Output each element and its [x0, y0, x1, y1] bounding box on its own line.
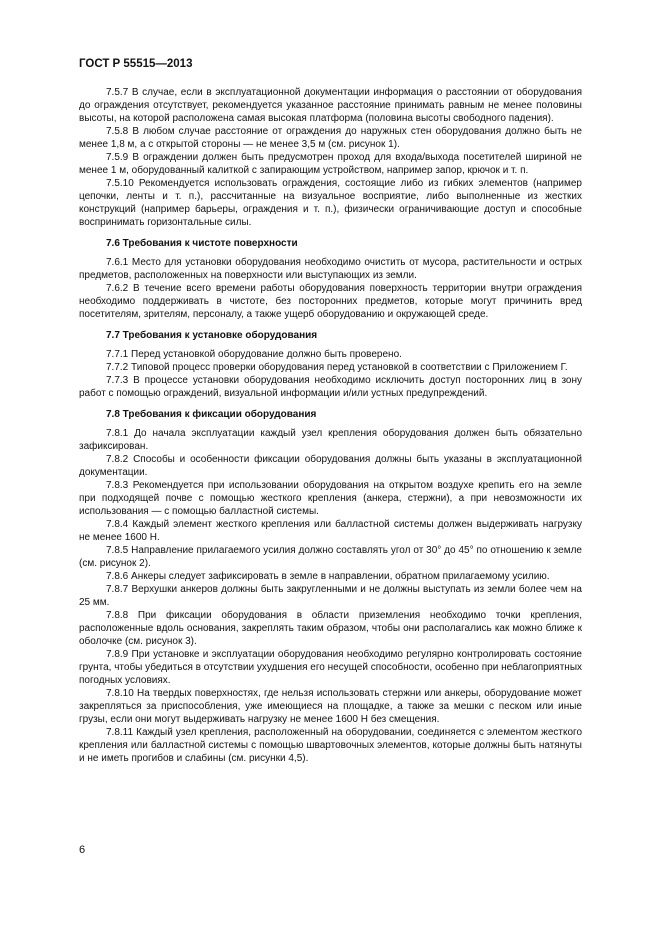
paragraph-7-5-9: 7.5.9 В ограждении должен быть предусмотрен проход для входа/выхода посетителей шириной не менее 1 м, оборудованный калиткой с запирающим устройством, например запор, крючок и т. п.: [79, 152, 582, 176]
paragraph-7-7-1: 7.7.1 Перед установкой оборудование должно быть проверено.: [106, 349, 402, 360]
paragraph-7-5-10: 7.5.10 Рекомендуется использовать ограждения, состоящие либо из гибких элементов (например цепочки, ленты и т. п.), рассчитанные на визуальное восприятие, либо выполненные из жестких конструкций (например барьеры, ограждения и т. п.), физически ограничивающие доступ и способные воспринимать горизонтальные силы.: [79, 178, 582, 228]
paragraph-7-5-8: 7.5.8 В любом случае расстояние от ограждения до наружных стен оборудования должно быть не менее 1,8 м, а с открытой стороны — не менее 3,5 м (см. рисунок 1).: [79, 126, 582, 150]
paragraph-7-5-7: 7.5.7 В случае, если в эксплуатационной документации информация о расстоянии от оборудования до ограждения отсутствует, рекомендуется указанное расстояние принимать равным не менее половины высоты, на которой расположена самая высокая платформа (половина высоты свободного падения).: [79, 87, 582, 124]
paragraph-7-7-2: 7.7.2 Типовой процесс проверки оборудования перед установкой в соответствии с Приложением Г.: [106, 362, 568, 373]
section-heading-7-7: 7.7 Требования к установке оборудования: [106, 330, 318, 341]
paragraph-7-6-2: 7.6.2 В течение всего времени работы оборудования поверхность территории внутри ограждения необходимо поддерживать в чистоте, без посторонних предметов, которые могут причинить вред посетителям, зрителям, персоналу, а также ущерб оборудованию и окружающей среде.: [79, 283, 582, 320]
section-heading-7-6: 7.6 Требования к чистоте поверхности: [106, 238, 298, 249]
paragraph-7-7-3: 7.7.3 В процессе установки оборудования необходимо исключить доступ посторонних лиц в зону работ с помощью ограждений, визуальной информации и/или устных предупреждений.: [79, 375, 582, 399]
paragraph-7-8-11: 7.8.11 Каждый узел крепления, расположенный на оборудовании, соединяется с элементом жесткого крепления или балластной системы с помощью швартовочных элементов, которые должны быть натянуты и не иметь прогибов и слабины (см. рисунки 4,5).: [79, 727, 582, 764]
paragraph-7-8-10: 7.8.10 На твердых поверхностях, где нельзя использовать стержни или анкеры, оборудование может закрепляться за приспособления, уже имеющиеся на площадке, а также за мешки с песком или иные грузы, если они могут выдерживать нагрузку не менее 1600 Н без смещения.: [79, 688, 582, 725]
paragraph-7-8-9: 7.8.9 При установке и эксплуатации оборудования необходимо регулярно контролировать состояние грунта, чтобы убедиться в отсутствии ухудшения его несущей способности, особенно при неблагоприятных погодных условиях.: [79, 649, 582, 686]
document-body: [79, 86, 582, 765]
paragraph-7-8-1: 7.8.1 До начала эксплуатации каждый узел крепления оборудования должен быть обязательно зафиксирован.: [79, 428, 582, 452]
paragraph-7-8-3: 7.8.3 Рекомендуется при использовании оборудования на открытом воздухе крепить его на земле при подходящей почве с помощью жесткого крепления (анкера, стержни), а при невозможности их использования — с помощью балластной системы.: [79, 480, 582, 517]
section-heading-7-8: 7.8 Требования к фиксации оборудования: [106, 409, 317, 420]
paragraph-7-8-7: 7.8.7 Верхушки анкеров должны быть закругленными и не должны выступать из земли более чем на 25 мм.: [79, 584, 582, 608]
page-number: 6: [79, 844, 86, 856]
paragraph-7-8-2: 7.8.2 Способы и особенности фиксации оборудования должны быть указаны в эксплуатационной документации.: [79, 454, 582, 478]
paragraph-7-8-6: 7.8.6 Анкеры следует зафиксировать в земле в направлении, обратном прилагаемому усилию.: [106, 571, 550, 582]
paragraph-7-8-5: 7.8.5 Направление прилагаемого усилия должно составлять угол от 30° до 45° по отношению к земле (см. рисунок 2).: [79, 545, 582, 569]
paragraph-7-8-4: 7.8.4 Каждый элемент жесткого крепления или балластной системы должен выдерживать нагрузку не менее 1600 Н.: [79, 519, 582, 543]
document-header: ГОСТ Р 55515—2013: [79, 58, 193, 70]
paragraph-7-6-1: 7.6.1 Место для установки оборудования необходимо очистить от мусора, растительности и острых предметов, расположенных на поверхности или выступающих из земли.: [79, 257, 582, 281]
paragraph-7-8-8: 7.8.8 При фиксации оборудования в области приземления необходимо точки крепления, расположенные вдоль основания, закреплять таким образом, чтобы они располагались как можно ближе к оболочке (см. рисунок 3).: [79, 610, 582, 647]
